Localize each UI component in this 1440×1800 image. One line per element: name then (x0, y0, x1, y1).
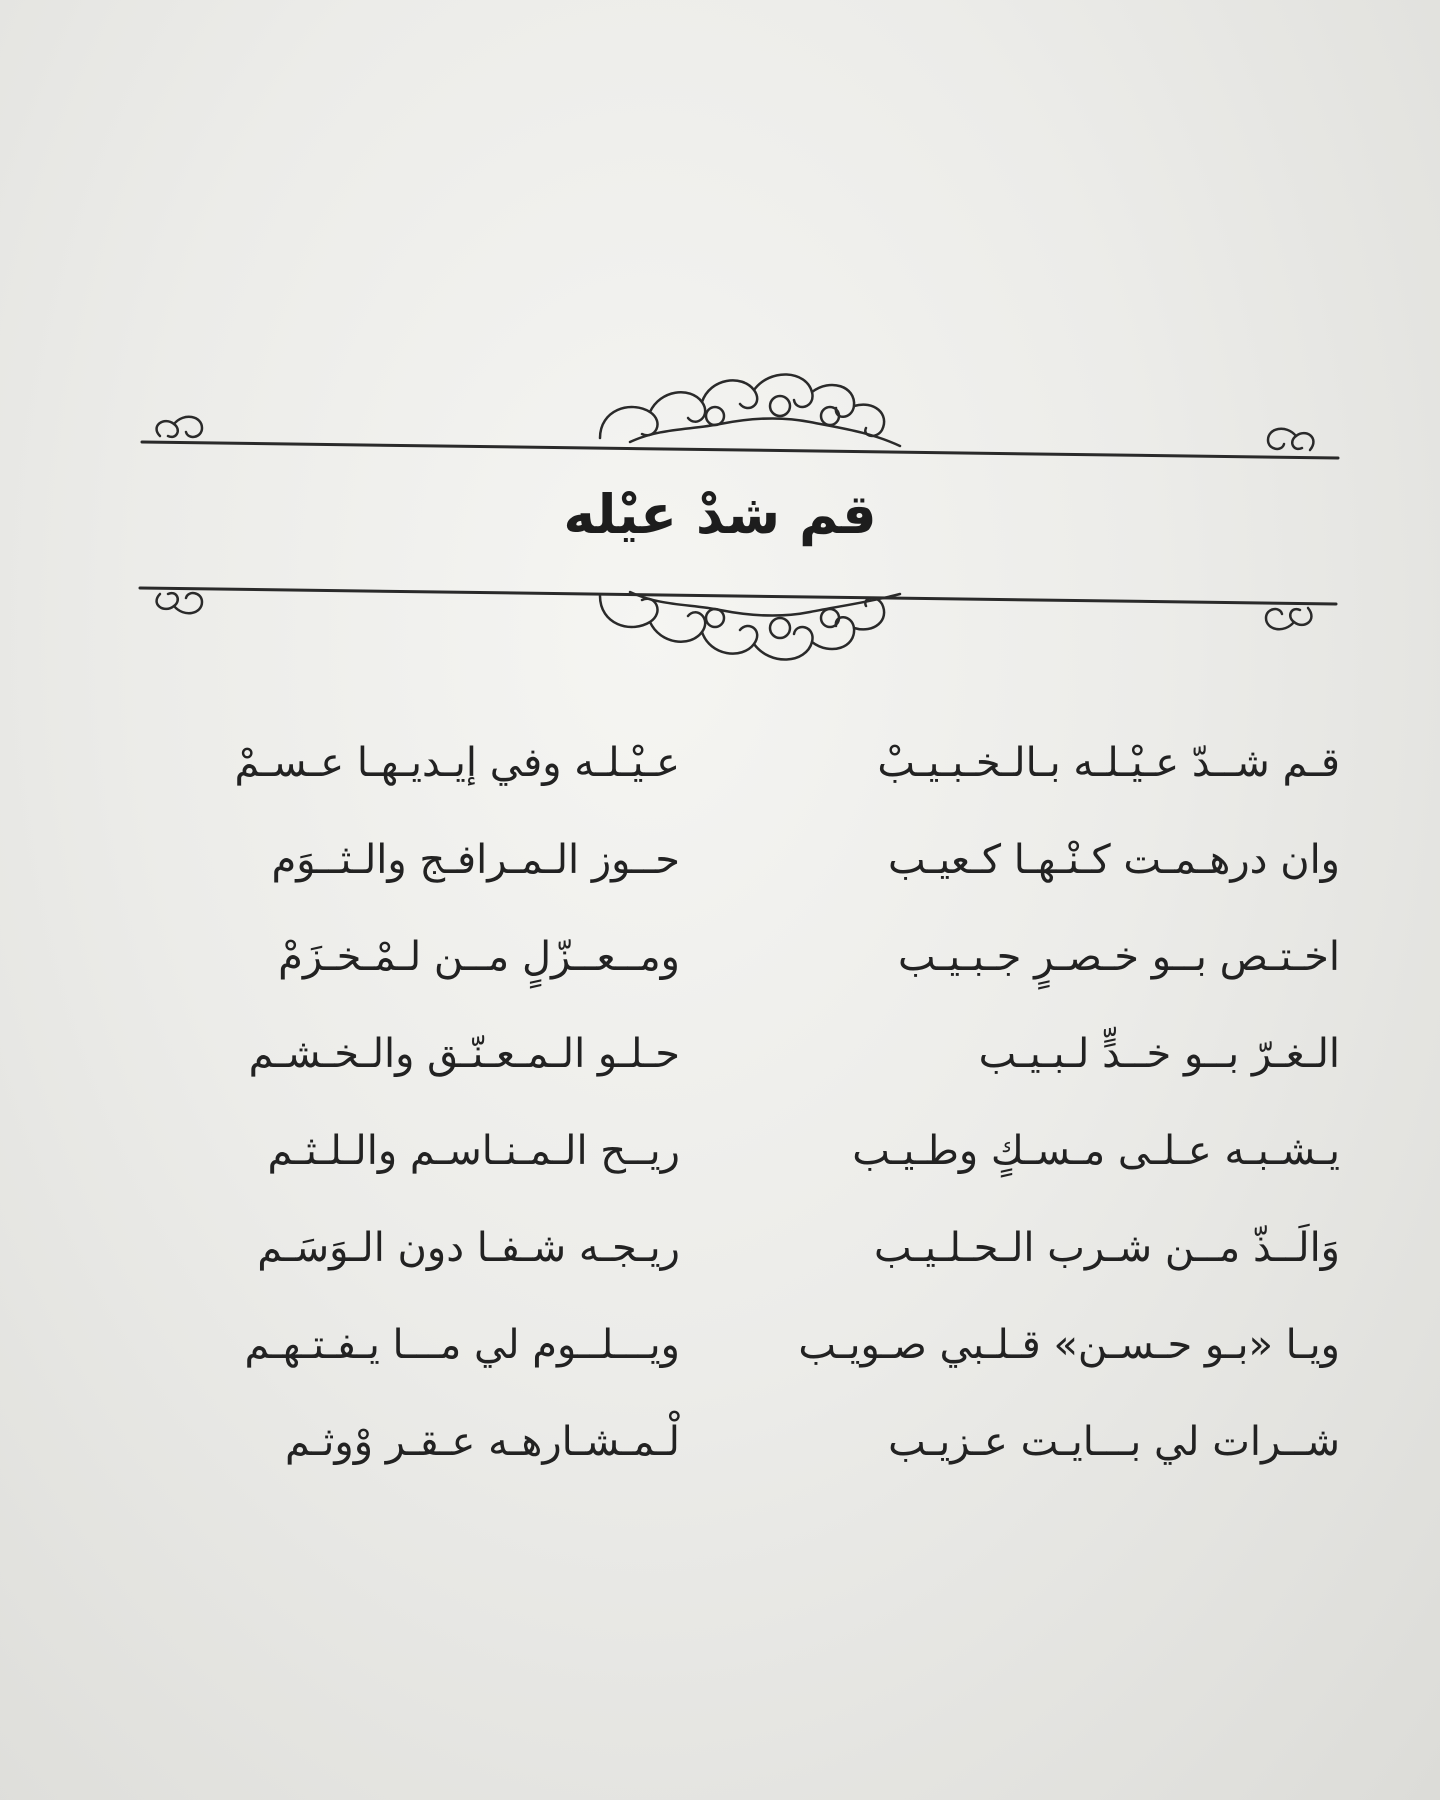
verse-second-hemistich: ريـجـه شـفـا دون الـوَسَـم (257, 1225, 680, 1271)
verse-second-hemistich: ومــعــزّلٍ مــن لـمْـخـزَمْ (278, 934, 680, 980)
verse-line (110, 1200, 1340, 1297)
verse-line (110, 715, 1340, 812)
verse-line (110, 909, 1340, 1006)
verse-second-hemistich: حــوز الـمـرافـج والـثــوَم (271, 837, 680, 883)
verse-first-hemistich: شــرات لي بـــايـت عـزيـب (888, 1419, 1340, 1465)
verse-line (110, 812, 1340, 909)
verse-second-hemistich: ريــح الـمـنـاسـم والـلـثـم (267, 1128, 680, 1174)
verse-first-hemistich: قـم شــدّ عـيْـلـه بـالـخـبـيـبْ (877, 740, 1340, 786)
verse-first-hemistich: ويـا «بـو حـسـن» قـلـبي صـويـب (798, 1322, 1340, 1368)
verse-first-hemistich: الـغـرّ بــو خــدٍّ لـبـيـب (978, 1031, 1340, 1077)
poem-body (110, 715, 1340, 1495)
top-ornamental-divider (130, 350, 1350, 490)
verse-line (110, 1006, 1340, 1103)
verse-second-hemistich: عـيْـلـه وفي إيـديـهـا عـسـمْ (234, 740, 680, 786)
verse-first-hemistich: اخـتـص بــو خـصـرٍ جـبـيـب (898, 934, 1340, 980)
verse-first-hemistich: وان درهـمـت كـنْـهـا كـعيـب (887, 837, 1340, 883)
verse-first-hemistich: وَالَــذّ مــن شـرب الـحـلـيـب (873, 1225, 1340, 1271)
verse-first-hemistich: يـشـبـه عـلـى مـسـكٍ وطـيـب (852, 1128, 1340, 1174)
verse-line (110, 1394, 1340, 1491)
poem-title: قم شدْ عيْله (563, 483, 877, 546)
bottom-ornamental-divider (130, 560, 1350, 700)
verse-line (110, 1297, 1340, 1394)
verse-second-hemistich: حـلـو الـمـعـنّـق والـخـشـم (248, 1031, 680, 1077)
verse-second-hemistich: ويـــلــوم لي مـــا يـفـتـهـم (244, 1322, 680, 1368)
verse-line (110, 1103, 1340, 1200)
verse-second-hemistich: لْـمـشـارهـه عـقـر وْوثـم (284, 1419, 680, 1465)
